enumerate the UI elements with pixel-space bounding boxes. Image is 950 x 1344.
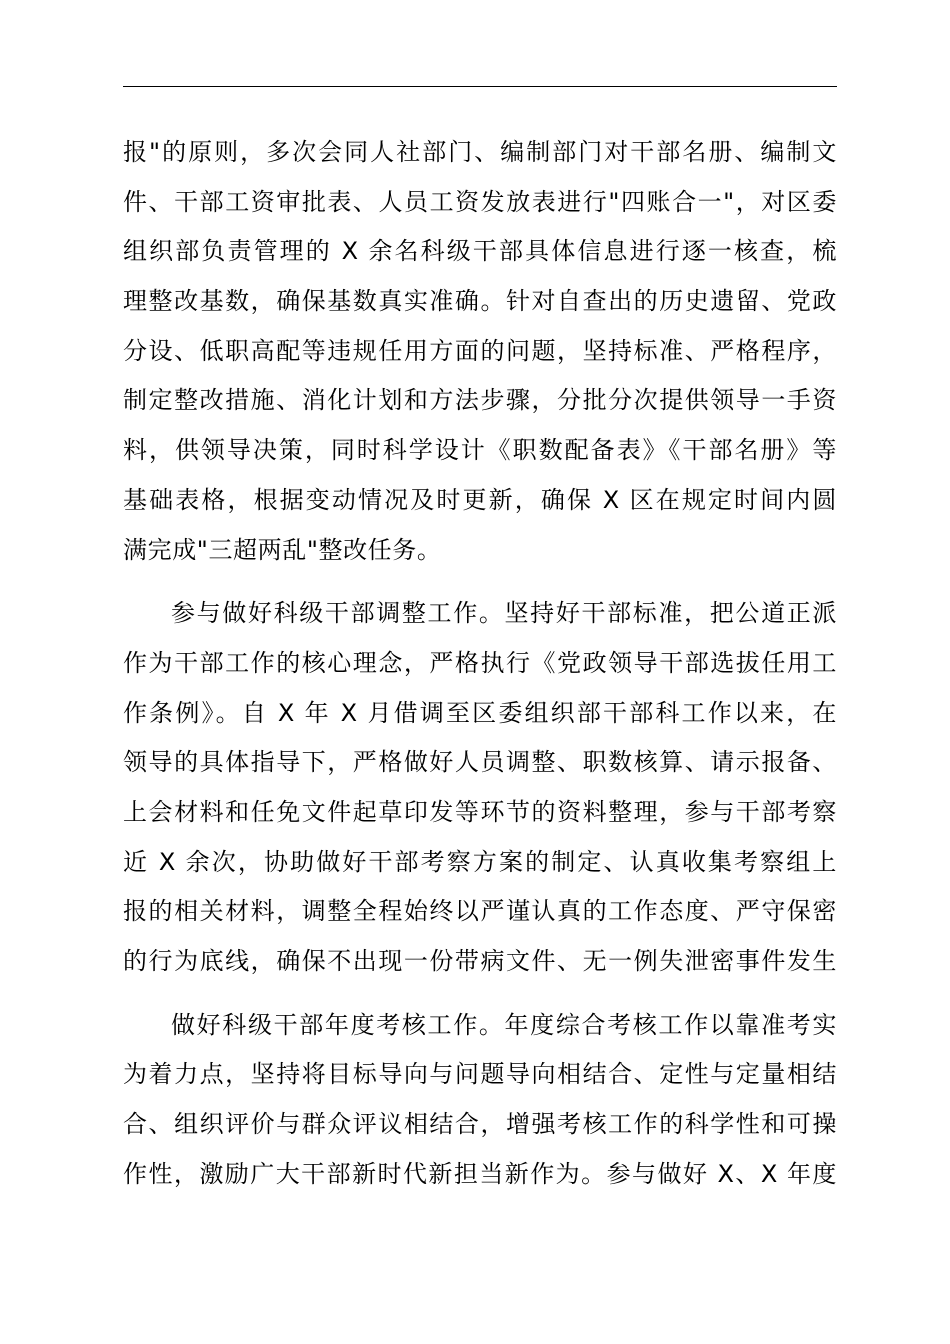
- paragraph-2: [123, 589, 837, 987]
- text-line: 报"的原则，多次会同人社部门、编制部门对干部名册、编制文: [123, 138, 837, 166]
- text-line: 基础表格，根据变动情况及时更新，确保 X 区在规定时间内圆: [123, 485, 837, 514]
- text-line: 的行为底线，确保不出现一份带病文件、无一例失泄密事件发生: [123, 947, 837, 975]
- text-line: 作条例》。自 X 年 X 月借调至区委组织部干部科工作以来，在: [123, 698, 837, 727]
- text-line: 件、干部工资审批表、人员工资发放表进行"四账合一"，对区委: [123, 187, 837, 216]
- text-line: 领导的具体指导下，严格做好人员调整、职数核算、请示报备、: [123, 748, 837, 777]
- text-line: 作为干部工作的核心理念，严格执行《党政领导干部选拔任用工: [123, 648, 837, 677]
- paragraph-1: [123, 128, 837, 575]
- text-line: 组织部负责管理的 X 余名科级干部具体信息进行逐一核查，梳: [123, 237, 837, 266]
- text-line: 合、组织评价与群众评议相结合，增强考核工作的科学性和可操: [123, 1110, 837, 1139]
- document-body: [123, 128, 837, 1199]
- paragraph-gap: [123, 575, 837, 589]
- header-rule: [123, 86, 837, 87]
- text-line: 分设、低职高配等违规任用方面的问题，坚持标准、严格程序，: [123, 336, 837, 365]
- paragraph-3: [123, 1001, 837, 1200]
- text-line: 做好科级干部年度考核工作。年度综合考核工作以靠准考实: [171, 1010, 837, 1039]
- text-line: 制定整改措施、消化计划和方法步骤，分批分次提供领导一手资: [123, 386, 837, 415]
- text-line: 料，供领导决策，同时科学设计《职数配备表》《干部名册》等: [123, 436, 837, 465]
- text-line: 报的相关材料，调整全程始终以严谨认真的工作态度、严守保密: [123, 897, 837, 926]
- text-line: 为着力点，坚持将目标导向与问题导向相结合、定性与定量相结: [123, 1060, 837, 1089]
- text-line: 参与做好科级干部调整工作。坚持好干部标准，把公道正派: [171, 599, 837, 628]
- paragraph-gap: [123, 987, 837, 1001]
- text-line: 近 X 余次，协助做好干部考察方案的制定、认真收集考察组上: [123, 847, 837, 876]
- text-line: 理整改基数，确保基数真实准确。针对自查出的历史遗留、党政: [123, 287, 837, 316]
- text-line: 作性，激励广大干部新时代新担当新作为。参与做好 X、X 年度: [123, 1159, 837, 1188]
- text-line: 满完成"三超两乱"整改任务。: [123, 535, 442, 564]
- text-line: 上会材料和任免文件起草印发等环节的资料整理，参与干部考察: [123, 797, 837, 826]
